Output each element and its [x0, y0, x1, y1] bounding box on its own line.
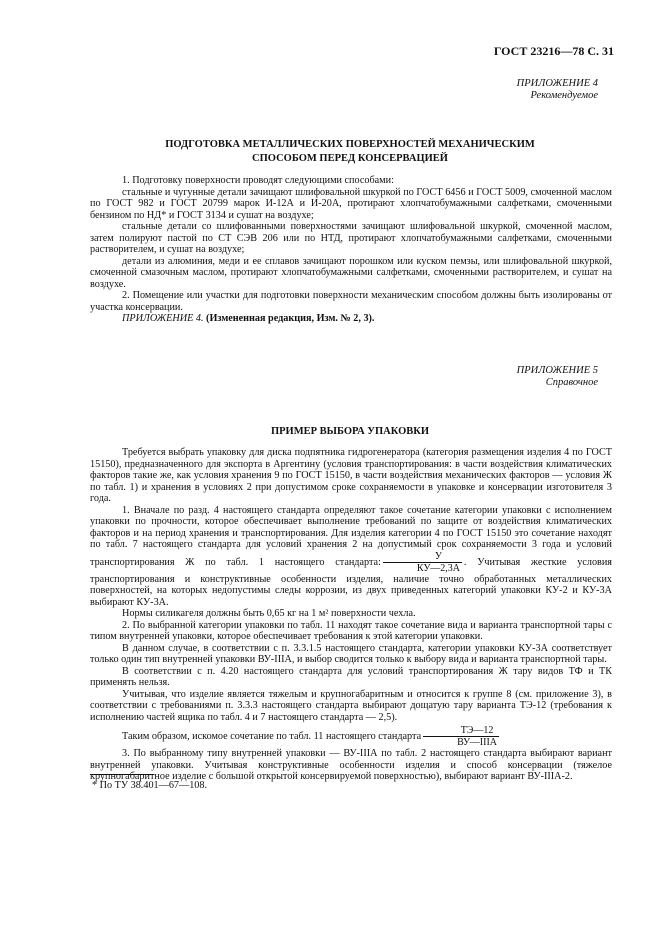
paragraph-text: Таким образом, искомое сочетание по табл. 11 настоящего стандарта	[122, 730, 422, 742]
appendix-4-status: Рекомендуемое	[530, 90, 598, 101]
page-header: ГОСТ 23216—78 С. 31	[493, 44, 614, 58]
fraction-numerator: ТЭ—12	[460, 725, 494, 736]
footnote: * По ТУ 38.401—67—108.	[92, 780, 208, 791]
appendix-4-body	[90, 175, 612, 325]
appendix-5-body	[90, 447, 612, 783]
paragraph: В данном случае, в соответствии с п. 3.3.1.5 настоящего стандарта, категории упаковки КУ-3А соответствует только один тип внутренней упаковки ВУ-IIIА, и выбор сводится только к выбору вида и варианта транспортной тары.	[90, 642, 612, 665]
appendix-4-title-line-2: СПОСОБОМ ПЕРЕД КОНСЕРВАЦИЕЙ	[252, 153, 448, 164]
paragraph	[90, 725, 612, 748]
paragraph: 3. По выбранному типу внутренней упаковки — ВУ-IIIА по табл. 2 настоящего стандарта выбирают вариант внутренней упаковки. Учитывая конструктивные особенности изделия и способ консервации (тяжелое крупногабаритное изделие с большой открытой консервируемой поверхностью), выбирают вариант ВУ-IIIА-2.	[90, 748, 612, 782]
paragraph	[90, 505, 612, 609]
appendix-5-label	[464, 365, 598, 389]
appendix-5-status: Справочное	[545, 377, 598, 388]
paragraph: стальные детали со шлифованными поверхностями зачищают шлифовальной шкуркой, смоченной маслом, затем полируют пастой по СТ СЭВ 206 или по НТД, протирают хлопчатобумажными салфетками, смоченными растворителем, и сушат на воздухе;	[90, 221, 612, 255]
paragraph-text: . Учитывая жесткие условия транспортирования и конструктивные особенности изделия, наличие точно обработанных металлических поверхностей, на которых недопустимы следы коррозии, из двух приведенных категорий упаковки КУ-2 и КУ-3А выбирают КУ-3А.	[90, 556, 612, 608]
appendix-4-title	[90, 138, 610, 166]
appendix-5-number: ПРИЛОЖЕНИЕ 5	[516, 365, 598, 376]
paragraph: Требуется выбрать упаковку для диска подпятника гидрогенератора (категория размещения изделия 4 по ГОСТ 15150), предназначенного для экспорта в Аргентину (условия транспортирования: в части воздействия климатических факторов такие же, как условия хранения 9 по ГОСТ 15150, в части воздействия механических факторов — условия Ж по табл. 1) и хранения в условиях 2 при допустимом сроке сохраняемости в упаковке и консервации изготовителя 3 года.	[90, 447, 612, 504]
fraction-package-category	[383, 551, 462, 574]
paragraph: 1. Подготовку поверхности проводят следующими способами:	[122, 175, 394, 186]
fraction-denominator: ВУ—IIIА	[423, 736, 499, 748]
amendment-note-text: (Измененная редакция, Изм. № 2, 3).	[206, 313, 375, 324]
paragraph: В соответствии с п. 4.20 настоящего стандарта для условий транспортирования Ж тару видов ТФ и ТК применять нельзя.	[90, 665, 612, 688]
paragraph-text: 1. Вначале по разд. 4 настоящего стандарта определяют такое сочетание категории упаковки с исполнением упаковки по прочности, которое обеспечивает выполнение требований по защите от воздействия климатических факторов и на период хранения и транспортирования. Для изделия категории 4 по ГОСТ 15150 это сочетание находят по табл. 7 настоящего стандарта для условий хранения 2 на допустимый срок сохраняемости 3 года и условий транспортирования Ж по табл. 1 настоящего стандарта:	[90, 504, 612, 568]
amendment-note-ref: ПРИЛОЖЕНИЕ 4.	[122, 313, 204, 324]
paragraph: 2. Помещение или участки для подготовки поверхности механическим способом должны быть изолированы от участка консервации.	[90, 290, 612, 313]
fraction-container-combination	[423, 725, 499, 748]
footnote-divider	[90, 774, 154, 775]
appendix-4-number: ПРИЛОЖЕНИЕ 4	[516, 78, 598, 89]
paragraph: стальные и чугунные детали зачищают шлифовальной шкуркой по ГОСТ 6456 и ГОСТ 5009, смоченной маслом по ГОСТ 982 и ГОСТ 20799 марок И-12А и И-20А, протирают хлопчатобумажными салфетками, смоченными бензином по НД* и ГОСТ 3134 и сушат на воздухе;	[90, 186, 612, 221]
appendix-4-label	[464, 78, 598, 102]
fraction-denominator: КУ—2,3А	[383, 562, 462, 574]
paragraph: Учитывая, что изделие является тяжелым и крупногабаритным и относится к группе 8 (см. приложение 3), в соответствии с требованиями п. 3.3.3 настоящего стандарта выбирают дощатую тару варианта ТЭ-12 (требования к исполнению частей ящика по табл. 4 и 7 настоящего стандарта — 2,5).	[90, 688, 612, 723]
appendix-5-title: ПРИМЕР ВЫБОРА УПАКОВКИ	[270, 426, 430, 437]
appendix-4-title-line-1: ПОДГОТОВКА МЕТАЛЛИЧЕСКИХ ПОВЕРХНОСТЕЙ МЕХАНИЧЕСКИМ	[165, 139, 535, 150]
fraction-numerator: У	[434, 550, 442, 562]
amendment-note	[90, 313, 612, 325]
paragraph: детали из алюминия, меди и ее сплавов зачищают порошком или куском пемзы, или шлифовальной шкуркой, смоченной смазочным маслом, протирают хлопчатобумажными салфетками, смоченными растворителем, и сушат на воздухе.	[90, 255, 612, 290]
paragraph: Нормы силикагеля должны быть 0,65 кг на 1 м² поверхности чехла.	[122, 608, 416, 619]
paragraph: 2. По выбранной категории упаковки по табл. 11 находят такое сочетание вида и варианта транспортной тары с типом внутренней упаковки, которое обеспечивает требования к этой категории упаковки.	[90, 619, 612, 642]
